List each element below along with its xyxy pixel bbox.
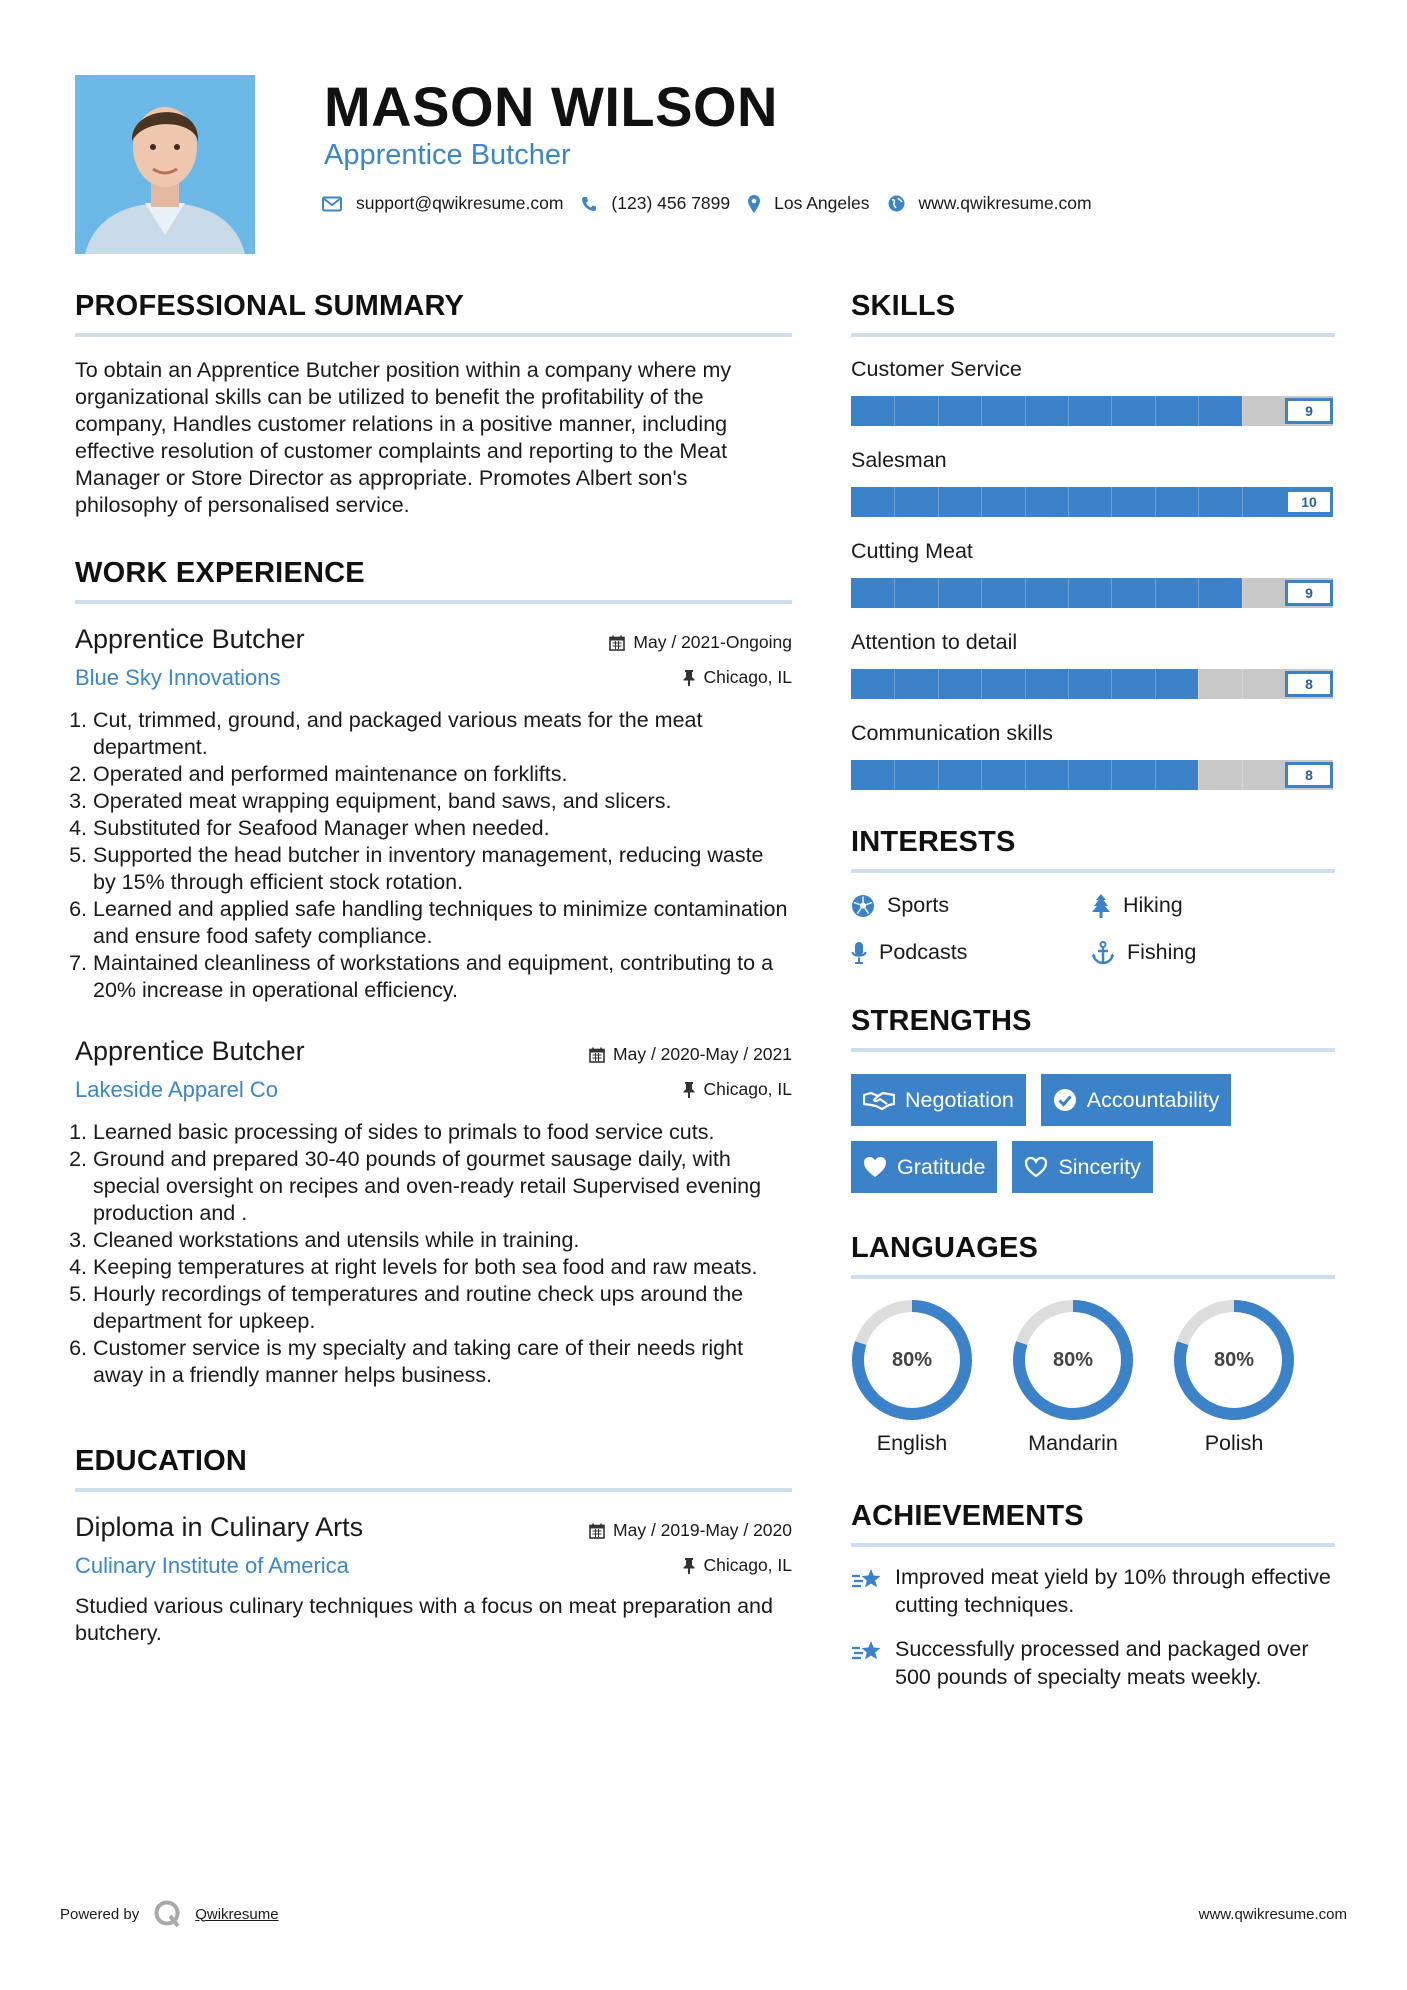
strengths-section: [851, 1005, 1335, 1208]
job-title: Apprentice Butcher: [75, 624, 305, 654]
job-title: Apprentice Butcher: [75, 1036, 305, 1066]
education-location: [683, 1555, 792, 1576]
school-name: Culinary Institute of America: [75, 1553, 349, 1578]
skill-bar: [851, 578, 1333, 608]
skill-item: [851, 539, 1335, 608]
skill-bar-segment: [1111, 396, 1112, 426]
language-percent: 80%: [891, 1348, 933, 1371]
job-location: [683, 667, 792, 688]
skill-bar-segment: [1025, 396, 1026, 426]
skill-bar-segment: [1068, 578, 1069, 608]
skill-bar-segment: [894, 578, 895, 608]
shooting-star-icon: [851, 1567, 883, 1593]
contact-website[interactable]: [888, 193, 1092, 214]
job-location-text: Chicago, IL: [703, 667, 792, 687]
skill-bar-segment: [1242, 578, 1243, 608]
skill-bar-segment: [981, 487, 982, 517]
section-divider: [75, 333, 792, 337]
achievements-section: [851, 1500, 1335, 1691]
skill-bar-segment: [1198, 487, 1199, 517]
list-item: 6. Customer service is my specialty and taking care of their needs right away in a friendly manner helps business.: [93, 1335, 792, 1389]
language-item: [851, 1299, 1012, 1456]
skill-bar-segment: [1025, 669, 1026, 699]
section-divider: [851, 869, 1335, 873]
job-date-text: May / 2021-Ongoing: [633, 632, 792, 652]
candidate-title: Apprentice Butcher: [324, 139, 571, 171]
achievement-item: [851, 1635, 1335, 1691]
skill-bar: [851, 669, 1333, 699]
skill-bar-segment: [1068, 487, 1069, 517]
skill-bar-segment: [1198, 396, 1199, 426]
interest-item: [1091, 940, 1331, 965]
skill-bar-segment: [1111, 578, 1112, 608]
skill-bar-segment: [894, 487, 895, 517]
shooting-star-icon: [851, 1639, 883, 1665]
skill-bar-segment: [1111, 760, 1112, 790]
interests-list: [851, 893, 1335, 965]
education-date-text: May / 2019-May / 2020: [613, 1520, 792, 1540]
calendar-icon: [609, 635, 625, 651]
pushpin-icon: [683, 1558, 695, 1574]
job-location: [683, 1079, 792, 1100]
skill-bar-segment: [1155, 396, 1156, 426]
skill-bar: [851, 396, 1333, 426]
skill-bar-segment: [938, 760, 939, 790]
skill-bar-segment: [894, 396, 895, 426]
summary-section: [75, 290, 792, 519]
skill-bar-segment: [1111, 669, 1112, 699]
section-divider: [75, 600, 792, 604]
language-percent: 80%: [1213, 1348, 1255, 1371]
skill-bar-segment: [1155, 669, 1156, 699]
list-item: 2. Ground and prepared 30-40 pounds of gourmet sausage daily, with special oversight on recipes and oven-ready retail Supervised evening production and .: [93, 1146, 792, 1227]
skill-bar-segment: [1198, 578, 1199, 608]
heart-outline-icon: [1024, 1156, 1048, 1178]
interest-label: Podcasts: [879, 940, 968, 964]
microphone-icon: [851, 941, 867, 965]
left-column: [75, 290, 792, 1647]
skill-bar-segment: [981, 396, 982, 426]
skill-bar-segment: [1025, 487, 1026, 517]
achievement-item: [851, 1563, 1335, 1619]
pushpin-icon: [683, 670, 695, 686]
interest-item: [1091, 893, 1331, 918]
skill-bar-segment: [1068, 396, 1069, 426]
website-text: www.qwikresume.com: [918, 193, 1092, 213]
skill-name: Customer Service: [851, 357, 1022, 381]
list-item: 1. Learned basic processing of sides to primals to food service cuts.: [93, 1119, 792, 1146]
skill-bar-segment: [981, 669, 982, 699]
language-item: [1012, 1299, 1173, 1456]
strength-label: Sincerity: [1058, 1154, 1141, 1179]
education-description: Studied various culinary techniques with a focus on meat preparation and butchery.: [75, 1594, 773, 1645]
strength-chip: [1012, 1141, 1152, 1193]
skill-level-badge: 8: [1285, 671, 1333, 697]
powered-by-label: Powered by: [60, 1905, 140, 1923]
interests-section: [851, 826, 1335, 965]
section-divider: [851, 1048, 1335, 1052]
calendar-icon: [589, 1047, 605, 1063]
skill-level-badge: 9: [1285, 398, 1333, 424]
skill-item: [851, 357, 1335, 426]
skill-bar-segment: [1068, 760, 1069, 790]
section-divider: [75, 1488, 792, 1492]
skills-section: [851, 290, 1335, 790]
skill-bar-segment: [1068, 669, 1069, 699]
languages-section: [851, 1232, 1335, 1456]
skill-name: Cutting Meat: [851, 539, 973, 563]
skill-bar-segment: [981, 760, 982, 790]
language-ring: [1173, 1299, 1295, 1421]
skill-bar-segment: [938, 669, 939, 699]
list-item: 3. Operated meat wrapping equipment, band saws, and slicers.: [93, 788, 792, 815]
check-circle-icon: [1053, 1088, 1077, 1112]
education-section: [75, 1445, 792, 1647]
skill-bar-fill: [851, 487, 1333, 517]
job-company: Lakeside Apparel Co: [75, 1077, 279, 1102]
right-column: [851, 290, 1335, 1691]
skill-bar-segment: [1025, 760, 1026, 790]
contact-email[interactable]: [322, 193, 563, 214]
language-ring: [1012, 1299, 1134, 1421]
list-item: 2. Operated and performed maintenance on forklifts.: [93, 761, 792, 788]
skill-bar-segment: [1155, 760, 1156, 790]
education-entry: [75, 1512, 792, 1647]
calendar-icon: [589, 1523, 605, 1539]
skill-bar-segment: [1025, 578, 1026, 608]
interests-heading: INTERESTS: [851, 826, 1016, 858]
job-company: Blue Sky Innovations: [75, 665, 281, 690]
list-item: 1. Cut, trimmed, ground, and packaged various meats for the meat department.: [93, 707, 792, 761]
globe-icon: [888, 195, 905, 212]
language-ring: [851, 1299, 973, 1421]
skills-heading: SKILLS: [851, 290, 956, 322]
tree-icon: [1091, 894, 1111, 918]
phone-text: (123) 456 7899: [611, 193, 731, 213]
candidate-name: MASON WILSON: [324, 75, 778, 138]
interest-item: [851, 893, 1091, 918]
interest-label: Fishing: [1127, 940, 1197, 964]
job-location-text: Chicago, IL: [703, 1079, 792, 1099]
skill-name: Attention to detail: [851, 630, 1018, 654]
summary-heading: PROFESSIONAL SUMMARY: [75, 290, 465, 322]
interest-item: [851, 940, 1091, 965]
skill-level-badge: 10: [1285, 489, 1333, 515]
handshake-icon: [863, 1090, 895, 1110]
contact-location: [748, 193, 869, 214]
job-date-text: May / 2020-May / 2021: [613, 1044, 792, 1064]
strengths-heading: STRENGTHS: [851, 1005, 1032, 1037]
list-item: 3. Cleaned workstations and utensils while in training.: [93, 1227, 792, 1254]
skill-bar-segment: [1242, 487, 1243, 517]
strength-label: Negotiation: [905, 1087, 1014, 1112]
footer-powered-by: [60, 1900, 279, 1928]
education-date: [589, 1520, 792, 1541]
location-text: Los Angeles: [774, 193, 870, 213]
skill-bar: [851, 760, 1333, 790]
strength-chip: [851, 1141, 997, 1193]
skill-bar-segment: [981, 578, 982, 608]
interest-label: Hiking: [1123, 893, 1183, 917]
experience-heading: WORK EXPERIENCE: [75, 557, 365, 589]
language-name: English: [876, 1431, 948, 1455]
job-duties: [75, 707, 792, 1004]
section-divider: [851, 333, 1335, 337]
envelope-icon: [322, 196, 342, 212]
achievement-text: Improved meat yield by 10% through effective cutting techniques.: [895, 1565, 1331, 1617]
contact-phone[interactable]: [581, 193, 730, 214]
skill-bar-fill: [851, 578, 1242, 608]
email-text: support@qwikresume.com: [356, 193, 564, 213]
job-date: [609, 632, 792, 653]
skill-bar-segment: [1155, 487, 1156, 517]
language-percent: 80%: [1052, 1348, 1094, 1371]
skill-name: Salesman: [851, 448, 947, 472]
strength-label: Accountability: [1086, 1087, 1220, 1112]
strength-chip: [1041, 1074, 1232, 1126]
contact-bar: [322, 193, 1110, 214]
heart-icon: [863, 1156, 887, 1178]
list-item: 7. Maintained cleanliness of workstations and equipment, contributing to a 20% increase in operational efficiency.: [93, 950, 792, 1004]
experience-section: [75, 557, 792, 1389]
achievement-text: Successfully processed and packaged over 500 pounds of specialty meats weekly.: [895, 1637, 1309, 1689]
skill-bar-segment: [1155, 578, 1156, 608]
skill-bar-segment: [1111, 487, 1112, 517]
skill-item: [851, 448, 1335, 517]
section-divider: [851, 1275, 1335, 1279]
job-entry-1: [75, 624, 792, 1004]
skill-bar-segment: [1242, 396, 1243, 426]
achievements-heading: ACHIEVEMENTS: [851, 1500, 1084, 1532]
list-item: 5. Supported the head butcher in inventory management, reducing waste by 15% through efficient stock rotation.: [93, 842, 792, 896]
profile-photo: [75, 75, 255, 254]
brand-link[interactable]: Qwikresume: [195, 1905, 279, 1923]
job-entry-2: [75, 1036, 792, 1389]
qwikresume-logo-icon: [153, 1900, 183, 1928]
skill-bar-segment: [894, 760, 895, 790]
skill-item: [851, 630, 1335, 699]
skill-bar-segment: [894, 669, 895, 699]
skill-item: [851, 721, 1335, 790]
languages-heading: LANGUAGES: [851, 1232, 1039, 1264]
skill-name: Communication skills: [851, 721, 1053, 745]
language-name: Polish: [1204, 1431, 1264, 1455]
skill-level-badge: 8: [1285, 762, 1333, 788]
job-duties: [75, 1119, 792, 1389]
list-item: 5. Hourly recordings of temperatures and routine check ups around the department for upkeep.: [93, 1281, 792, 1335]
strengths-list: [851, 1074, 1335, 1208]
skill-bar-segment: [1198, 760, 1199, 790]
phone-icon: [581, 196, 597, 212]
soccer-ball-icon: [851, 894, 875, 918]
strength-chip: [851, 1074, 1026, 1126]
education-location-text: Chicago, IL: [703, 1555, 792, 1575]
footer-website[interactable]: www.qwikresume.com: [1198, 1906, 1347, 1923]
section-divider: [851, 1543, 1335, 1547]
skill-bar-segment: [1242, 760, 1243, 790]
skill-bar-segment: [1242, 669, 1243, 699]
list-item: 6. Learned and applied safe handling techniques to minimize contamination and ensure food safety compliance.: [93, 896, 792, 950]
skill-bar-segment: [938, 487, 939, 517]
language-item: [1173, 1299, 1334, 1456]
map-pin-icon: [748, 195, 760, 213]
pushpin-icon: [683, 1082, 695, 1098]
skill-bar-segment: [938, 396, 939, 426]
education-heading: EDUCATION: [75, 1445, 248, 1477]
skill-bar-segment: [938, 578, 939, 608]
anchor-icon: [1091, 941, 1115, 965]
interest-label: Sports: [887, 893, 950, 917]
skill-level-badge: 9: [1285, 580, 1333, 606]
skill-bar-segment: [1198, 669, 1199, 699]
degree-title: Diploma in Culinary Arts: [75, 1512, 364, 1542]
languages-list: [851, 1299, 1335, 1456]
list-item: 4. Keeping temperatures at right levels for both sea food and raw meats.: [93, 1254, 792, 1281]
language-name: Mandarin: [1028, 1431, 1118, 1455]
skill-bar: [851, 487, 1333, 517]
strength-label: Gratitude: [897, 1154, 986, 1179]
summary-text: To obtain an Apprentice Butcher position within a company where my organizational skills can be utilized to benefit the profitability of the company, Handles customer relations in a positive manner, including effective resolution of customer complaints and reporting to the Meat Manager or Store Director as appropriate. Promotes Albert son's philosophy of personalised service.: [75, 358, 732, 517]
skills-list: [851, 357, 1335, 790]
job-date: [589, 1044, 792, 1065]
list-item: 4. Substituted for Seafood Manager when needed.: [93, 815, 792, 842]
skill-bar-fill: [851, 396, 1242, 426]
